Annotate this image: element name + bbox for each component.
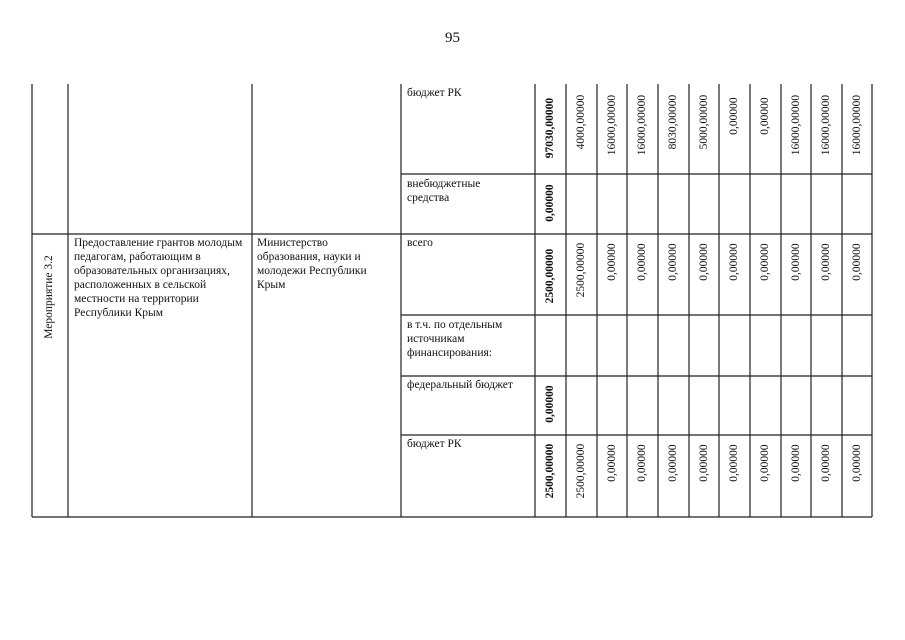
page-number: 95 — [445, 30, 460, 46]
year-value: 0,00000 — [667, 243, 679, 281]
year-value: 2500,00000 — [575, 242, 587, 298]
year-value: 16000,00000 — [851, 94, 863, 156]
year-value: 8030,00000 — [667, 94, 679, 150]
source-including: в т.ч. по отдельным источникам финансирования: — [407, 319, 503, 359]
total-value: 97030,00000 — [544, 97, 556, 159]
total-value: 2500,00000 — [544, 443, 556, 499]
year-value: 2500,00000 — [575, 443, 587, 499]
year-value: 0,00000 — [759, 444, 771, 482]
year-value: 0,00000 — [851, 444, 863, 482]
year-value: 4000,00000 — [575, 94, 587, 150]
source-budget-rk-upper: бюджет РК — [407, 87, 462, 99]
year-value: 0,00000 — [790, 444, 802, 482]
source-total: всего — [407, 237, 433, 249]
year-value: 0,00000 — [636, 444, 648, 482]
year-value: 16000,00000 — [636, 94, 648, 156]
year-value: 0,00000 — [606, 243, 618, 281]
year-value: 5000,00000 — [698, 94, 710, 150]
year-value: 0,00000 — [728, 444, 740, 482]
measure-label: Мероприятие 3.2 — [43, 255, 55, 339]
year-value: 0,00000 — [667, 444, 679, 482]
year-value: 16000,00000 — [820, 94, 832, 156]
measure-name: Предоставление грантов молодым педагогам, работающим в образовательных организациях, расположенных в сельской местности на территории Республики Крым — [74, 237, 243, 319]
year-value: 0,00000 — [698, 444, 710, 482]
year-value: 0,00000 — [820, 444, 832, 482]
year-value: 16000,00000 — [790, 94, 802, 156]
total-value: 0,00000 — [544, 184, 556, 222]
year-value: 0,00000 — [698, 243, 710, 281]
year-value: 0,00000 — [728, 97, 740, 135]
year-value: 16000,00000 — [606, 94, 618, 156]
year-value: 0,00000 — [728, 243, 740, 281]
total-value: 0,00000 — [544, 385, 556, 423]
year-value: 0,00000 — [759, 243, 771, 281]
year-value: 0,00000 — [820, 243, 832, 281]
year-value: 0,00000 — [606, 444, 618, 482]
measure-executor: Министерство образования, науки и молодежи Республики Крым — [257, 237, 367, 291]
source-extrabudgetary: внебюджетные средства — [407, 178, 481, 204]
year-value: 0,00000 — [759, 97, 771, 135]
total-value: 2500,00000 — [544, 248, 556, 304]
source-budget-rk: бюджет РК — [407, 438, 462, 450]
year-value: 0,00000 — [636, 243, 648, 281]
year-value: 0,00000 — [790, 243, 802, 281]
year-value: 0,00000 — [851, 243, 863, 281]
source-federal-budget: федеральный бюджет — [407, 379, 513, 391]
